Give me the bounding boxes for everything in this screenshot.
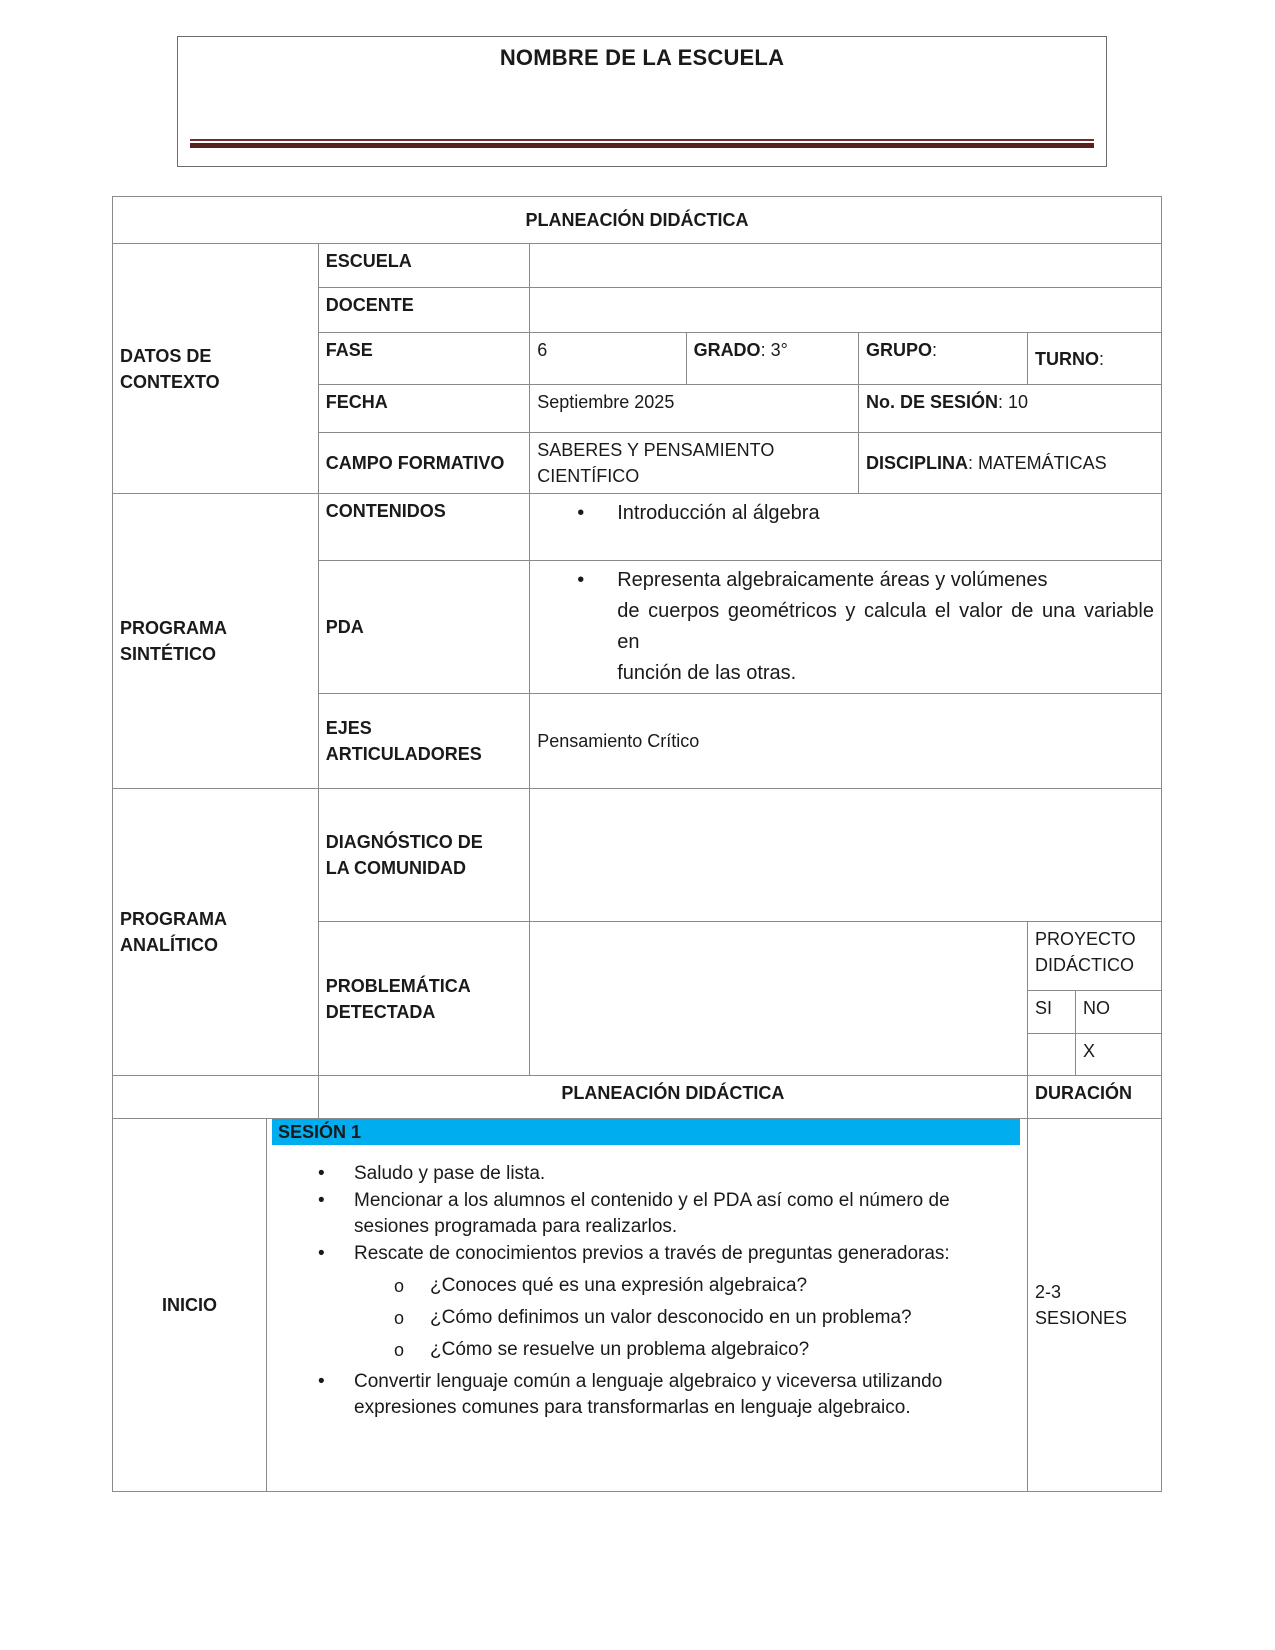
activities-list [274, 1161, 1020, 1421]
grupo-cell [858, 333, 1027, 385]
inicio-label: INICIO [113, 1119, 267, 1492]
analitico-label-2: ANALÍTICO [120, 935, 218, 955]
problematica-value [530, 922, 1028, 1076]
section-programa-analitico [113, 789, 319, 1076]
question-item: o ¿Conoces qué es una expresión algebraica? [354, 1273, 1020, 1299]
questions-list [354, 1273, 1020, 1363]
school-name: NOMBRE DE LA ESCUELA [499, 45, 785, 70]
pda-value [530, 561, 1162, 694]
question-item: o ¿Cómo definimos un valor desconocido en un problema? [354, 1305, 1020, 1331]
campo-value: SABERES Y PENSAMIENTO CIENTÍFICO [530, 433, 859, 494]
fase-label: FASE [318, 333, 530, 385]
circle-bullet-icon: o [394, 1308, 405, 1328]
diagnostico-label: DIAGNÓSTICO DE LA COMUNIDAD [318, 789, 530, 922]
list-item: • Introducción al álgebra [537, 498, 1154, 529]
docente-value [530, 288, 1162, 333]
planning-table [112, 196, 1162, 1492]
duracion-value: 2-3 SESIONES [1028, 1119, 1162, 1492]
sesion-label: No. DE SESIÓN [865, 392, 999, 412]
grado-label: GRADO [693, 340, 761, 360]
list-item: • Convertir lenguaje común a lenguaje algebraico y viceversa utilizando expresiones comunes para transformarlas en lenguaje algebraico. [318, 1371, 943, 1418]
problematica-label: PROBLEMÁTICA DETECTADA [318, 922, 530, 1076]
grado-cell [686, 333, 858, 385]
proyecto-label: PROYECTO DIDÁCTICO [1028, 922, 1162, 991]
no-label: NO [1076, 991, 1162, 1034]
disciplina-label: DISCIPLINA [865, 453, 968, 473]
turno-value: : [1099, 348, 1105, 369]
pda-line-1: Representa algebraicamente áreas y volúmenes [617, 569, 1048, 591]
bullet-icon: • [577, 502, 585, 524]
si-value [1028, 1034, 1076, 1076]
docente-label: DOCENTE [318, 288, 530, 333]
duracion-label: DURACIÓN [1028, 1076, 1162, 1119]
sintetico-label-2: SINTÉTICO [120, 644, 217, 664]
fase-value: 6 [530, 333, 686, 385]
disciplina-cell [858, 433, 1161, 494]
bullet-icon: • [318, 1190, 325, 1211]
list-item: • Saludo y pase de lista. [274, 1161, 1020, 1187]
grado-value: : 3° [760, 340, 788, 360]
contenidos-label: CONTENIDOS [318, 494, 530, 561]
planeacion-title: PLANEACIÓN DIDÁCTICA [318, 1076, 1027, 1119]
sintetico-label-1: PROGRAMA [120, 618, 227, 638]
no-value: X [1076, 1034, 1162, 1076]
disciplina-value: : MATEMÁTICAS [968, 453, 1107, 473]
empty-cell [113, 1076, 319, 1119]
sesion-value: : 10 [998, 392, 1029, 412]
school-header-box [177, 36, 1107, 167]
contenidos-list [537, 498, 1154, 529]
plan-title: PLANEACIÓN DIDÁCTICA [113, 197, 1162, 244]
turno-label: TURNO [1035, 348, 1099, 369]
analitico-label-1: PROGRAMA [120, 909, 227, 929]
pda-item [537, 565, 1154, 689]
diagnostico-value [530, 789, 1162, 922]
pda-line-2: de cuerpos geométricos y calcula el valor de una variable en [617, 600, 1154, 653]
sesion-cell [858, 385, 1161, 433]
ejes-value: Pensamiento Crítico [530, 694, 1162, 789]
ejes-label: EJES ARTICULADORES [318, 694, 530, 789]
escuela-value [530, 244, 1162, 288]
bullet-icon: • [318, 1163, 325, 1184]
grupo-value: : [932, 340, 938, 360]
turno-cell [1028, 333, 1162, 385]
pda-label: PDA [318, 561, 530, 694]
bullet-icon: • [318, 1243, 325, 1264]
fecha-value: Septiembre 2025 [530, 385, 859, 433]
inicio-content [267, 1119, 1028, 1492]
fecha-label: FECHA [318, 385, 530, 433]
section-datos-contexto: DATOS DE CONTEXTO [113, 244, 319, 494]
grupo-label: GRUPO [865, 340, 932, 360]
bullet-icon: • [318, 1371, 325, 1392]
escuela-label: ESCUELA [318, 244, 530, 288]
list-item: • Rescate de conocimientos previos a través de preguntas generadoras: o ¿Conoces qué es una expresión algebraica? o ¿Cómo definimos un valor desconocido en un problema? o ¿Cómo se resuelve un problema algebraico? [274, 1241, 1020, 1363]
circle-bullet-icon: o [394, 1340, 405, 1360]
header-divider [190, 139, 1094, 148]
list-item: • Mencionar a los alumnos el contenido y el PDA así como el número de sesiones programada para realizarlos. [318, 1190, 950, 1237]
session-header: SESIÓN 1 [272, 1119, 1020, 1145]
pda-line-3: función de las otras. [617, 662, 797, 684]
si-label: SI [1028, 991, 1076, 1034]
section-programa-sintetico [113, 494, 319, 789]
contenidos-value [530, 494, 1162, 561]
campo-label: CAMPO FORMATIVO [318, 433, 530, 494]
question-item: o ¿Cómo se resuelve un problema algebraico? [354, 1337, 1020, 1363]
circle-bullet-icon: o [394, 1276, 405, 1296]
bullet-icon: • [577, 569, 585, 591]
